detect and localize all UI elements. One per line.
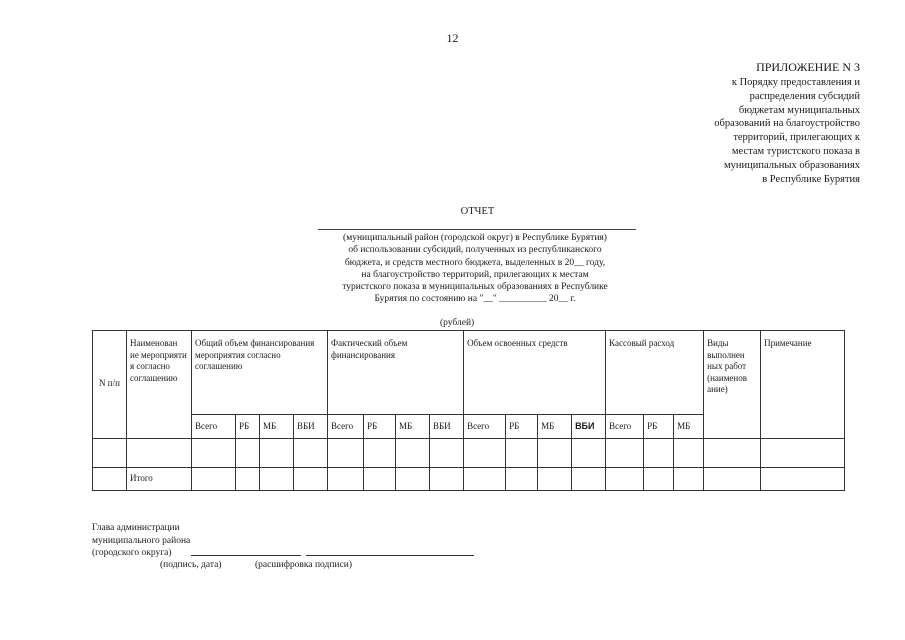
municipality-fill-line [318, 229, 636, 230]
table-cell [704, 439, 761, 468]
subheader-cell: РБ [506, 415, 538, 439]
header-works-types: Виды выполнен ных работ (наименов ание) [704, 331, 761, 439]
units-label: (рублей) [440, 318, 475, 328]
table-cell [538, 468, 572, 491]
page-number: 12 [446, 31, 459, 45]
header-cash-expense: Кассовый расход [606, 331, 704, 415]
table-cell [606, 439, 644, 468]
header-total-volume: Общий объем финансирования мероприятия согласно соглашению [192, 331, 328, 415]
subheader-cell: МБ [396, 415, 430, 439]
appendix-line: муниципальных образованиях [724, 159, 860, 171]
report-subtitle [300, 232, 650, 306]
table-total-row [93, 468, 845, 491]
appendix-title: ПРИЛОЖЕНИЕ N 3 [756, 60, 860, 74]
signature-caption: (подпись, дата) [160, 560, 222, 570]
header-number: N п/п [93, 331, 127, 439]
table-cell [328, 468, 364, 491]
signature-line: муниципального района [92, 535, 191, 546]
table-cell [93, 439, 127, 468]
table-cell [396, 468, 430, 491]
table-cell [644, 468, 674, 491]
appendix-line: образований на благоустройство [714, 118, 860, 130]
report-subtitle-line: об использовании субсидий, полученных из республиканского [348, 245, 602, 256]
subheader-cell: РБ [364, 415, 396, 439]
subheader-cell: МБ [260, 415, 294, 439]
report-subtitle-line: (муниципальный район (городской округ) в Республике Бурятия) [343, 233, 607, 243]
table-cell [328, 439, 364, 468]
appendix-line: местам туристского показа в [731, 145, 860, 157]
signature-line: Глава администрации [92, 523, 180, 533]
table-cell [572, 439, 606, 468]
table-cell [674, 439, 704, 468]
table-cell [464, 468, 506, 491]
table-cell [236, 439, 260, 468]
appendix-line: к Порядку предоставления и [731, 77, 860, 88]
total-label: Итого [127, 468, 192, 491]
subheader-cell: Всего [192, 415, 236, 439]
table-cell [260, 468, 294, 491]
table-row [93, 439, 845, 468]
table-cell [396, 439, 430, 468]
appendix-line: бюджетам муниципальных [738, 104, 860, 116]
table-cell [464, 439, 506, 468]
table-cell [644, 439, 674, 468]
table-cell [93, 468, 127, 491]
header-mastered-funds: Объем освоенных средств [464, 331, 606, 415]
table-cell [506, 439, 538, 468]
appendix-line: территорий, прилегающих к [733, 132, 860, 144]
table-cell [294, 468, 328, 491]
table-cell [761, 439, 845, 468]
signature-line: (городского округа) [92, 548, 172, 558]
report-subtitle-line: Бурятия по состоянию на "__" __________ 20__ г. [374, 294, 576, 305]
table-cell [674, 468, 704, 491]
report-table [92, 330, 845, 491]
table-cell [364, 439, 396, 468]
report-subtitle-line: на благоустройство территорий, прилегающих к местам [361, 269, 589, 280]
subheader-cell: ВБИ [294, 415, 328, 439]
subheader-cell: Всего [606, 415, 644, 439]
table-cell [192, 468, 236, 491]
report-title: ОТЧЕТ [460, 206, 495, 217]
header-actual-volume: Фактический объем финансирования [328, 331, 464, 415]
table-cell [294, 439, 328, 468]
table-cell [572, 468, 606, 491]
header-event-name: Наименован ие мероприяти я согласно соглашению [127, 331, 192, 439]
subheader-cell: Всего [464, 415, 506, 439]
report-subtitle-line: туристского показа в муниципальных образованиях в Республике [342, 282, 608, 293]
header-note: Примечание [761, 331, 845, 439]
subheader-cell: МБ [538, 415, 572, 439]
table-header-row [93, 331, 845, 415]
table-cell [538, 439, 572, 468]
signature-decode-fill-line [306, 555, 474, 556]
signature-decode-caption: (расшифровка подписи) [255, 560, 352, 570]
appendix-line: в Республике Бурятия [762, 173, 860, 185]
table-cell [260, 439, 294, 468]
subheader-cell: РБ [236, 415, 260, 439]
table-cell [430, 439, 464, 468]
appendix-line: распределения субсидий [749, 90, 860, 102]
table-cell [704, 468, 761, 491]
subheader-cell: ВБИ [430, 415, 464, 439]
signature-fill-line [191, 555, 301, 556]
table-cell [192, 439, 236, 468]
table-cell [506, 468, 538, 491]
table-cell [606, 468, 644, 491]
table-cell [761, 468, 845, 491]
appendix-text [600, 76, 860, 186]
table-cell [430, 468, 464, 491]
table-cell [364, 468, 396, 491]
subheader-cell: ВБИ [572, 415, 606, 439]
subheader-cell: РБ [644, 415, 674, 439]
report-subtitle-line: бюджета, и средств местного бюджета, выделенных в 20__ году, [344, 257, 606, 268]
table-cell [236, 468, 260, 491]
subheader-cell: Всего [328, 415, 364, 439]
table-cell [127, 439, 192, 468]
signature-block [92, 522, 190, 560]
subheader-cell: МБ [674, 415, 704, 439]
